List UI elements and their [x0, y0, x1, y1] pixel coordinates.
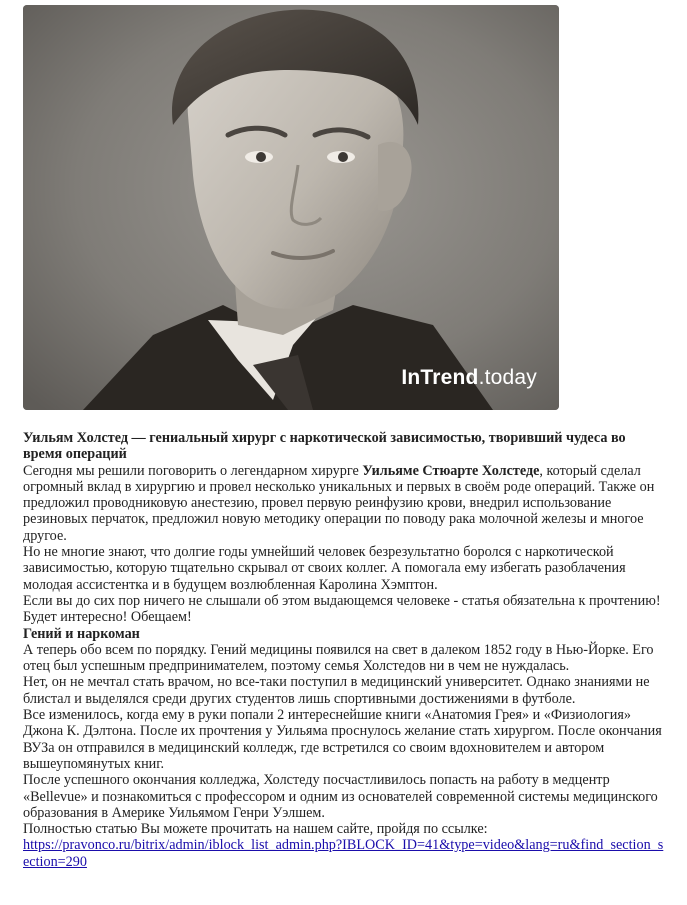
watermark-suffix: .today: [478, 366, 537, 389]
intro-surgeon-name: Уильяме Стюарте Холстеде: [362, 462, 540, 479]
watermark-brand: InTrend: [401, 366, 479, 389]
portrait-photo: [23, 5, 559, 410]
paragraph-university: Нет, он не мечтал стать врачом, но все-таки поступил в медицинский университет. Однако знаниями не блистал и выделялся среди других студентов лишь спортивными достижениями в футболе.: [23, 674, 650, 707]
article-link[interactable]: https://pravonco.ru/bitrix/admin/iblock_list_admin.php?IBLOCK_ID=41&type=video&lang=ru&find_section_section=290: [23, 837, 664, 870]
article-body: [23, 430, 668, 870]
portrait-image: [23, 5, 559, 410]
article-title: Уильям Холстед — гениальный хирург с наркотической зависимостью, творивший чудеса во время операций: [23, 430, 626, 463]
intro-text-after: , который сделал огромный вклад в хирургию и провел несколько уникальных и первых в своём роде операций. Также он предложил проводниковую анестезию, провел первую реинфузию крови, внедрил использование резиновых перчаток, предложил новую методику операции по поводу рака молочной железы и многое другое.: [23, 462, 655, 544]
paragraph-intro: [23, 463, 668, 544]
paragraph-call-to-read: Если вы до сих пор ничего не слышали об этом выдающемся человеке - статья обязательна к прочтению! Будет интересно! Обещаем!: [23, 592, 661, 626]
paragraph-birth: А теперь обо всем по порядку. Гений медицины появился на свет в далеком 1852 году в Нью-Йорке. Его отец был успешным предпринимателем, поэтому семья Холстедов ни в чем не нуждалась.: [23, 641, 654, 675]
section-heading: Гений и наркоман: [23, 625, 140, 642]
paragraph-addiction: Но не многие знают, что долгие годы умнейший человек безрезультатно боролся с наркотической зависимостью, которую тщательно скрывал от своих коллег. А помогала ему избегать разоблачения молодая ассистентка и в будущем возлюбленная Каролина Хэмптон.: [23, 544, 626, 593]
watermark-logo: [401, 366, 537, 390]
intro-text-before: Сегодня мы решили поговорить о легендарном хирурге: [23, 462, 363, 479]
paragraph-books: Все изменилось, когда ему в руки попали 2 интереснейшие книги «Анатомия Грея» и «Физиология» Джона К. Дэлтона. После их прочтения у Уильяма проснулось желание стать хирургом. После окончания ВУЗа он отправился в медицинский колледж, где встретился со своим вдохновителем и автором вышеупомянутых книг.: [23, 707, 662, 772]
paragraph-link-intro: Полностью статью Вы можете прочитать на нашем сайте, пройдя по ссылке:: [23, 821, 488, 838]
paragraph-bellevue: После успешного окончания колледжа, Холстеду посчастливилось попасть на работу в медцентр «Bellevue» и познакомиться с профессором и одним из основателей современной системы медицинского образования в Америке Уильямом Генри Уэлшем.: [23, 772, 658, 821]
